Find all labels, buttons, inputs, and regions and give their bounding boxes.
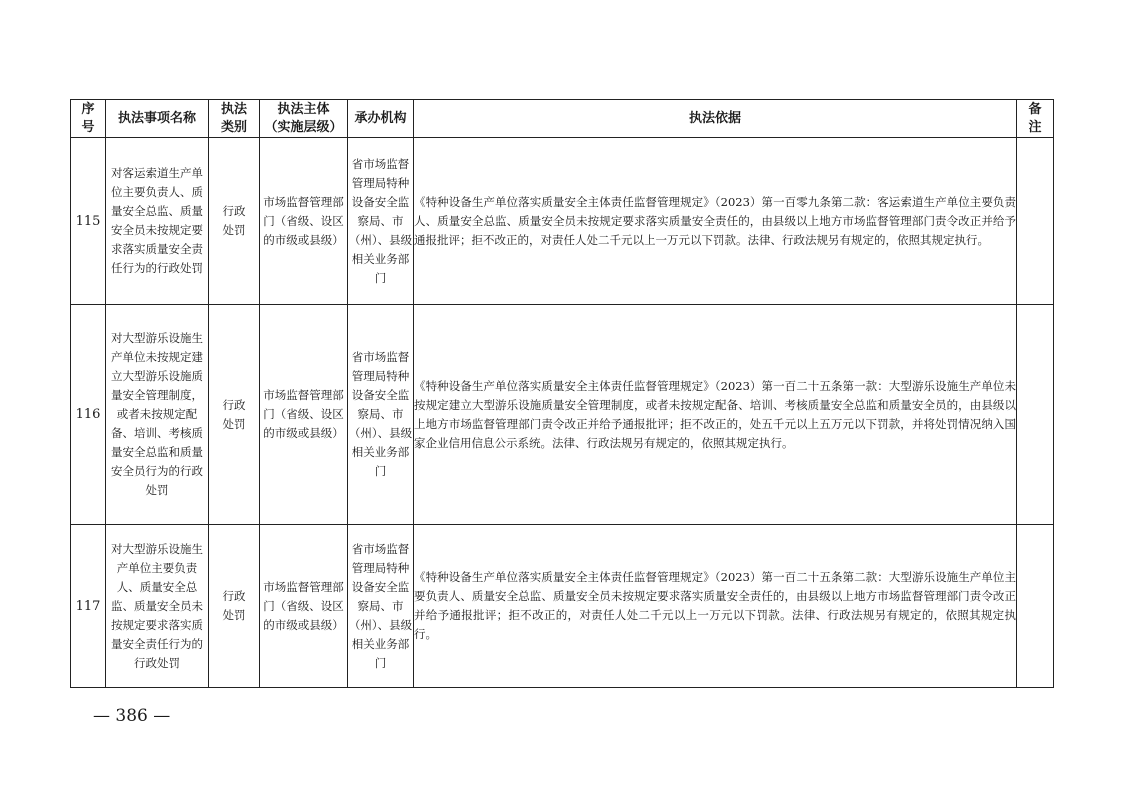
- table-row: [71, 138, 1054, 305]
- header-remark: 备注: [1017, 100, 1054, 138]
- header-name: 执法事项名称: [106, 100, 209, 138]
- row-basis: 《特种设备生产单位落实质量安全主体责任监督管理规定》（2023）第一百二十五条第二款：大型游乐设施生产单位主要负责人、质量安全总监、质量安全员未按规定要求落实质量安全责任的，由县级以上地方市场监督管理部门责令改正并给予通报批评；拒不改正的，对责任人处二千元以上一万元以下罚款。法律、行政法规另有规定的，依照其规定执行。: [414, 525, 1017, 688]
- row-category: 行政处罚: [209, 525, 260, 688]
- row-subject: 市场监督管理部门（省级、设区的市级或县级）: [260, 305, 348, 525]
- header-category: 执法类别: [209, 100, 260, 138]
- header-subject: 执法主体 （实施层级）: [260, 100, 348, 138]
- enforcement-items-table: [70, 99, 1054, 688]
- row-seq: 116: [71, 305, 106, 525]
- row-subject: 市场监督管理部门（省级、设区的市级或县级）: [260, 525, 348, 688]
- row-seq: 117: [71, 525, 106, 688]
- row-item-name: 对客运索道生产单位主要负责人、质量安全总监、质量安全员未按规定要求落实质量安全责任行为的行政处罚: [106, 138, 209, 305]
- row-basis: 《特种设备生产单位落实质量安全主体责任监督管理规定》（2023）第一百二十五条第一款：大型游乐设施生产单位未按规定建立大型游乐设施质量安全管理制度，或者未按规定配备、培训、考核质量安全总监和质量安全员的，由县级以上地方市场监督管理部门责令改正并给予通报批评；拒不改正的，处五千元以上五万元以下罚款，并将处罚情况纳入国家企业信用信息公示系统。法律、行政法规另有规定的，依照其规定执行。: [414, 305, 1017, 525]
- row-basis: 《特种设备生产单位落实质量安全主体责任监督管理规定》（2023）第一百零九条第二款：客运索道生产单位主要负责人、质量安全总监、质量安全员未按规定要求落实质量安全责任的，由县级以上地方市场监督管理部门责令改正并给予通报批评；拒不改正的，对责任人处二千元以上一万元以下罚款。法律、行政法规另有规定的，依照其规定执行。: [414, 138, 1017, 305]
- page-number: — 386 —: [93, 706, 171, 726]
- header-seq: 序号: [71, 100, 106, 138]
- row-category: 行政处罚: [209, 305, 260, 525]
- row-seq: 115: [71, 138, 106, 305]
- row-category: 行政处罚: [209, 138, 260, 305]
- row-org: 省市场监督管理局特种设备安全监察局、市（州）、县级相关业务部门: [348, 525, 414, 688]
- header-row: [71, 100, 1054, 138]
- row-remark: [1017, 305, 1054, 525]
- header-org: 承办机构: [348, 100, 414, 138]
- row-subject: 市场监督管理部门（省级、设区的市级或县级）: [260, 138, 348, 305]
- table-row: [71, 525, 1054, 688]
- row-remark: [1017, 138, 1054, 305]
- row-org: 省市场监督管理局特种设备安全监察局、市（州）、县级相关业务部门: [348, 305, 414, 525]
- row-item-name: 对大型游乐设施生产单位主要负责人、质量安全总监、质量安全员未按规定要求落实质量安全责任行为的行政处罚: [106, 525, 209, 688]
- row-item-name: 对大型游乐设施生产单位未按规定建立大型游乐设施质量安全管理制度，或者未按规定配备、培训、考核质量安全总监和质量安全员行为的行政处罚: [106, 305, 209, 525]
- table-row: [71, 305, 1054, 525]
- row-org: 省市场监督管理局特种设备安全监察局、市（州）、县级相关业务部门: [348, 138, 414, 305]
- row-remark: [1017, 525, 1054, 688]
- header-basis: 执法依据: [414, 100, 1017, 138]
